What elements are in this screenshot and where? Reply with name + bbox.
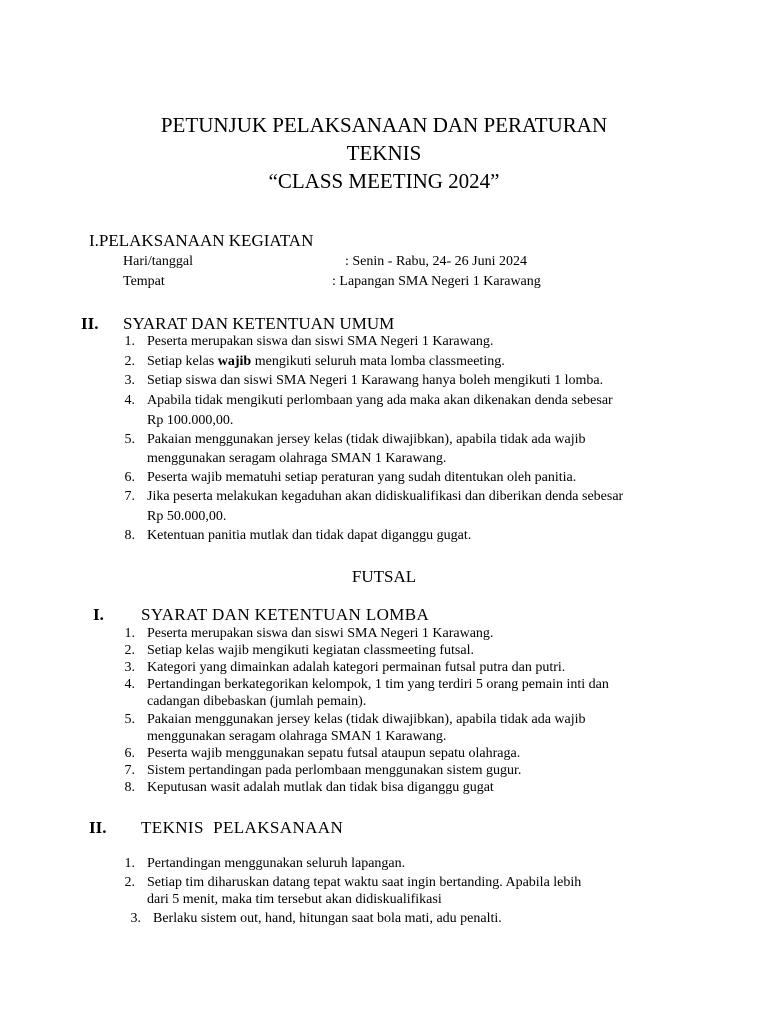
list-text: Pertandingan menggunakan seluruh lapangan. <box>147 856 406 871</box>
list-number: 5. <box>124 432 135 447</box>
list-number: 8. <box>124 528 135 543</box>
list-number: 3. <box>124 373 135 388</box>
list-number: 1. <box>124 856 135 871</box>
section-1-heading: I.PELAKSANAAN KEGIATAN <box>89 231 314 250</box>
list-number: 2. <box>124 643 135 658</box>
futsal-part-1-heading: SYARAT DAN KETENTUAN LOMBA <box>141 605 430 624</box>
list-text: Sistem pertandingan pada perlombaan menggunakan sistem gugur. <box>147 763 522 778</box>
list-number: 5. <box>124 712 135 727</box>
list-text: Peserta wajib menggunakan sepatu futsal ataupun sepatu olahraga. <box>147 746 521 761</box>
list-text: Berlaku sistem out, hand, hitungan saat bola mati, adu penalti. <box>153 911 502 926</box>
list-text: Peserta merupakan siswa dan siswi SMA Negeri 1 Karawang. <box>147 334 494 349</box>
list-number: 1. <box>124 334 135 349</box>
document-title-line-3: “CLASS MEETING 2024” <box>268 169 500 193</box>
futsal-title: FUTSAL <box>351 567 417 586</box>
list-number: 4. <box>124 393 135 408</box>
emphasis-wajib: wajib <box>217 354 252 369</box>
list-text: Setiap tim diharuskan datang tepat waktu saat ingin bertanding. Apabila lebih <box>147 875 582 890</box>
list-text: Setiap siswa dan siswi SMA Negeri 1 Karawang hanya boleh mengikuti 1 lomba. <box>147 373 604 388</box>
list-number: 2. <box>124 875 135 890</box>
list-text: Setiap kelas wajib mengikuti seluruh mata lomba classmeeting. <box>147 354 505 369</box>
list-number: 2. <box>124 354 135 369</box>
section-2-heading: SYARAT DAN KETENTUAN UMUM <box>123 314 395 333</box>
list-number: 3. <box>130 911 141 926</box>
list-number: 4. <box>124 677 135 692</box>
list-text: Peserta wajib mematuhi setiap peraturan yang sudah ditentukan oleh panitia. <box>147 470 577 485</box>
list-number: 3. <box>124 660 135 675</box>
list-text-continuation: Rp 100.000,00. <box>147 413 234 428</box>
document-title-line-2: TEKNIS <box>346 141 422 165</box>
list-text: Pakaian menggunakan jersey kelas (tidak diwajibkan), apabila tidak ada wajib <box>147 712 586 727</box>
futsal-part-2-numeral: II. <box>89 818 107 837</box>
list-text: Setiap kelas wajib mengikuti kegiatan classmeeting futsal. <box>147 643 474 658</box>
list-text-continuation: menggunakan seragam olahraga SMAN 1 Karawang. <box>147 729 447 744</box>
schedule-label: Hari/tanggal <box>123 254 193 269</box>
list-text: Pertandingan berkategorikan kelompok, 1 tim yang terdiri 5 orang pemain inti dan <box>147 677 609 692</box>
list-text-continuation: menggunakan seragam olahraga SMAN 1 Karawang. <box>147 451 447 466</box>
futsal-part-1-numeral: I. <box>93 605 104 624</box>
list-text: Ketentuan panitia mutlak dan tidak dapat diganggu gugat. <box>147 528 472 543</box>
futsal-part-2-heading: TEKNIS PELAKSANAAN <box>141 818 344 837</box>
list-number: 8. <box>124 780 135 795</box>
list-number: 1. <box>124 626 135 641</box>
venue-label: Tempat <box>123 274 165 289</box>
list-text-continuation: Rp 50.000,00. <box>147 509 227 524</box>
list-text-continuation: cadangan dibebaskan (jumlah pemain). <box>147 694 367 709</box>
list-text: Keputusan wasit adalah mutlak dan tidak bisa diganggu gugat <box>147 780 494 795</box>
list-number: 7. <box>124 763 135 778</box>
list-number: 7. <box>124 489 135 504</box>
list-text-continuation: dari 5 menit, maka tim tersebut akan didiskualifikasi <box>147 892 442 907</box>
schedule-value: : Senin - Rabu, 24- 26 Juni 2024 <box>345 254 527 269</box>
document-title-line-1: PETUNJUK PELAKSANAAN DAN PERATURAN <box>160 113 608 137</box>
list-text: Jika peserta melakukan kegaduhan akan didiskualifikasi dan diberikan denda sebesar <box>147 489 624 504</box>
list-number: 6. <box>124 746 135 761</box>
list-text: Peserta merupakan siswa dan siswi SMA Negeri 1 Karawang. <box>147 626 494 641</box>
list-text: Kategori yang dimainkan adalah kategori permainan futsal putra dan putri. <box>147 660 566 675</box>
venue-value: : Lapangan SMA Negeri 1 Karawang <box>332 274 541 289</box>
list-text: Apabila tidak mengikuti perlombaan yang ada maka akan dikenakan denda sebesar <box>147 393 613 408</box>
list-number: 6. <box>124 470 135 485</box>
section-2-numeral: II. <box>81 314 99 333</box>
list-text: Pakaian menggunakan jersey kelas (tidak diwajibkan), apabila tidak ada wajib <box>147 432 586 447</box>
